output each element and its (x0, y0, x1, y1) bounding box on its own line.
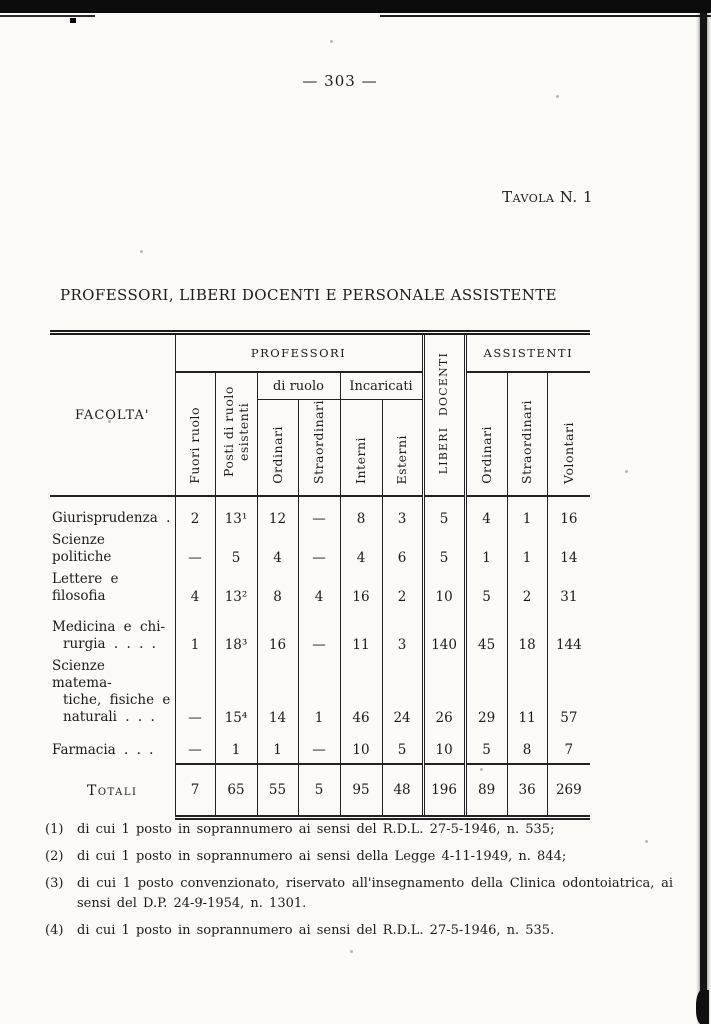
table-cell: — (298, 731, 340, 764)
footnote (45, 847, 673, 867)
row-label (50, 610, 175, 658)
scan-speck (330, 40, 333, 43)
footnote-marker: (1) (45, 822, 64, 837)
table-row (50, 731, 590, 764)
column-header-straordinari (298, 400, 340, 497)
table-footer (50, 764, 590, 818)
table-cell: 5 (382, 731, 423, 764)
table-cell: 7 (547, 731, 590, 764)
table-cell: 2 (175, 496, 215, 532)
table-cell: 2 (507, 571, 547, 610)
table-cell: 6 (382, 532, 423, 571)
row-label-line: tiche, fisiche e (63, 692, 171, 708)
row-label (50, 571, 175, 610)
footnote-text: di cui 1 posto in soprannumero ai sensi della Legge 4-11-1949, n. 844; (77, 849, 567, 864)
table-cell: 16 (547, 496, 590, 532)
table-cell: 45 (465, 610, 507, 658)
table-cell: 4 (175, 571, 215, 610)
footnotes (45, 820, 673, 948)
table-cell: 11 (507, 658, 547, 731)
footnote (45, 820, 673, 840)
table-cell: 1 (298, 658, 340, 731)
table-cell: 18³ (215, 610, 257, 658)
page-title: PROFESSORI, LIBERI DOCENTI E PERSONALE ASSISTENTE (60, 286, 558, 304)
table-cell: — (298, 532, 340, 571)
table-cell: — (298, 610, 340, 658)
column-header-facolta: FACOLTA' (50, 333, 175, 497)
total-cell: 48 (382, 764, 423, 818)
total-cell: 269 (547, 764, 590, 818)
table-cell: 5 (423, 496, 465, 532)
table-cell: 18 (507, 610, 547, 658)
row-label-line: Farmacia . . . (52, 742, 154, 758)
table-label: Tavola N. 1 (502, 188, 593, 206)
table-cell: 5 (465, 571, 507, 610)
faculty-table (50, 330, 590, 820)
table-row (50, 496, 590, 532)
column-header-posti (215, 372, 257, 496)
table-cell: 5 (215, 532, 257, 571)
total-cell: 7 (175, 764, 215, 818)
column-header-label: Ordinari (269, 426, 285, 484)
total-cell: 55 (257, 764, 298, 818)
column-header-label: Fuori ruolo (187, 407, 202, 484)
row-label-line: Lettere e filosofia (52, 571, 119, 604)
table-row (50, 532, 590, 571)
page-number: — 303 — (302, 72, 378, 90)
table-cell: 24 (382, 658, 423, 731)
table-cell: 1 (507, 496, 547, 532)
row-label (50, 532, 175, 571)
table-cell: 8 (507, 731, 547, 764)
row-label-line: rurgia . . . . (63, 636, 156, 652)
totals-label: Totali (50, 764, 175, 818)
table-cell: 1 (175, 610, 215, 658)
table-cell: 4 (340, 532, 382, 571)
total-cell: 65 (215, 764, 257, 818)
scan-artifact (0, 15, 95, 17)
table-cell: 11 (340, 610, 382, 658)
column-header-assistenti-straordinari (507, 372, 547, 496)
column-header-liberi-docenti (423, 333, 465, 497)
column-header-label: Straordinari (311, 400, 326, 484)
scan-top-band (0, 0, 711, 13)
table-body (50, 496, 590, 764)
table-cell: 3 (382, 610, 423, 658)
row-label (50, 496, 175, 532)
column-header-label: Volontari (560, 422, 576, 484)
column-header-label: Interni (353, 437, 368, 484)
scan-artifact (380, 15, 711, 17)
scan-speck (625, 470, 628, 473)
table-header (50, 333, 590, 497)
table-cell: 14 (257, 658, 298, 731)
table-cell: 4 (257, 532, 298, 571)
table-cell: 13² (215, 571, 257, 610)
scan-artifact (696, 990, 709, 1024)
table-cell: — (175, 532, 215, 571)
table-cell: 15⁴ (215, 658, 257, 731)
column-header-label: Ordinari (478, 426, 494, 484)
table-row (50, 571, 590, 610)
table-cell: 16 (340, 571, 382, 610)
column-subgroup-di-ruolo: di ruolo (257, 372, 340, 400)
row-label-line: Scienze politiche (52, 532, 112, 565)
table-cell: 5 (423, 532, 465, 571)
table-cell: 16 (257, 610, 298, 658)
column-header-label: Posti di ruolo esistenti (221, 386, 251, 478)
scan-speck (350, 950, 353, 953)
footnote-text: di cui 1 posto in soprannumero ai sensi del R.D.L. 27-5-1946, n. 535. (77, 923, 555, 938)
column-header-label: Esterni (394, 434, 410, 484)
column-header-interni (340, 400, 382, 497)
table-cell: 140 (423, 610, 465, 658)
row-label-line: Scienze matema- (52, 658, 112, 691)
table-cell: 10 (340, 731, 382, 764)
total-cell: 36 (507, 764, 547, 818)
table-row (50, 610, 590, 658)
table-cell: 12 (257, 496, 298, 532)
row-label-line: naturali . . . (63, 709, 155, 725)
table-cell: 57 (547, 658, 590, 731)
table-cell: 10 (423, 731, 465, 764)
total-cell: 95 (340, 764, 382, 818)
table-cell: — (298, 496, 340, 532)
footnote-text: di cui 1 posto convenzionato, riservato all'insegnamento della Clinica odontoiatrica, ai sensi del D.P. 24-9-1954, n. 1301. (77, 876, 673, 911)
table-cell: 4 (465, 496, 507, 532)
footnote (45, 921, 673, 941)
column-header-label: Straordinari (519, 400, 535, 484)
table-cell: 1 (507, 532, 547, 571)
row-label-line: Giurisprudenza . (52, 510, 171, 526)
table-cell: 2 (382, 571, 423, 610)
table-cell: 1 (465, 532, 507, 571)
table-cell: 31 (547, 571, 590, 610)
table-cell: 29 (465, 658, 507, 731)
total-cell: 89 (465, 764, 507, 818)
table-cell: 3 (382, 496, 423, 532)
table-cell: 144 (547, 610, 590, 658)
table-cell: 5 (465, 731, 507, 764)
footnote-marker: (3) (45, 876, 64, 891)
column-header-label: LIBERI DOCENTI (437, 351, 451, 475)
table-cell: — (175, 731, 215, 764)
scan-speck (140, 250, 143, 253)
column-header-ordinari (257, 400, 298, 497)
footnote-marker: (4) (45, 923, 64, 938)
statistics-table (50, 330, 590, 820)
table-cell: 1 (257, 731, 298, 764)
footnote-marker: (2) (45, 849, 64, 864)
total-cell: 5 (298, 764, 340, 818)
column-header-assistenti-ordinari (465, 372, 507, 496)
column-header-fuori-ruolo (175, 372, 215, 496)
row-label-line: Medicina e chi- (52, 619, 166, 635)
footnote (45, 874, 673, 914)
row-label (50, 658, 175, 731)
totals-row (50, 764, 590, 818)
table-cell: 13¹ (215, 496, 257, 532)
table-cell: 46 (340, 658, 382, 731)
table-cell: 14 (547, 532, 590, 571)
footnote-text: di cui 1 posto in soprannumero ai sensi del R.D.L. 27-5-1946, n. 535; (77, 822, 555, 837)
table-cell: — (175, 658, 215, 731)
total-cell: 196 (423, 764, 465, 818)
table-cell: 8 (257, 571, 298, 610)
table-cell: 1 (215, 731, 257, 764)
table-cell: 10 (423, 571, 465, 610)
column-group-professori: PROFESSORI (175, 333, 423, 373)
column-group-assistenti: ASSISTENTI (465, 333, 590, 373)
scan-artifact (70, 18, 76, 23)
column-header-esterni (382, 400, 423, 497)
table-cell: 26 (423, 658, 465, 731)
table-cell: 8 (340, 496, 382, 532)
scan-speck (556, 95, 559, 98)
scan-right-gutter-band (700, 13, 707, 1024)
table-cell: 4 (298, 571, 340, 610)
row-label (50, 731, 175, 764)
table-row (50, 658, 590, 731)
column-subgroup-incaricati: Incaricati (340, 372, 423, 400)
column-header-volontari (547, 372, 590, 496)
